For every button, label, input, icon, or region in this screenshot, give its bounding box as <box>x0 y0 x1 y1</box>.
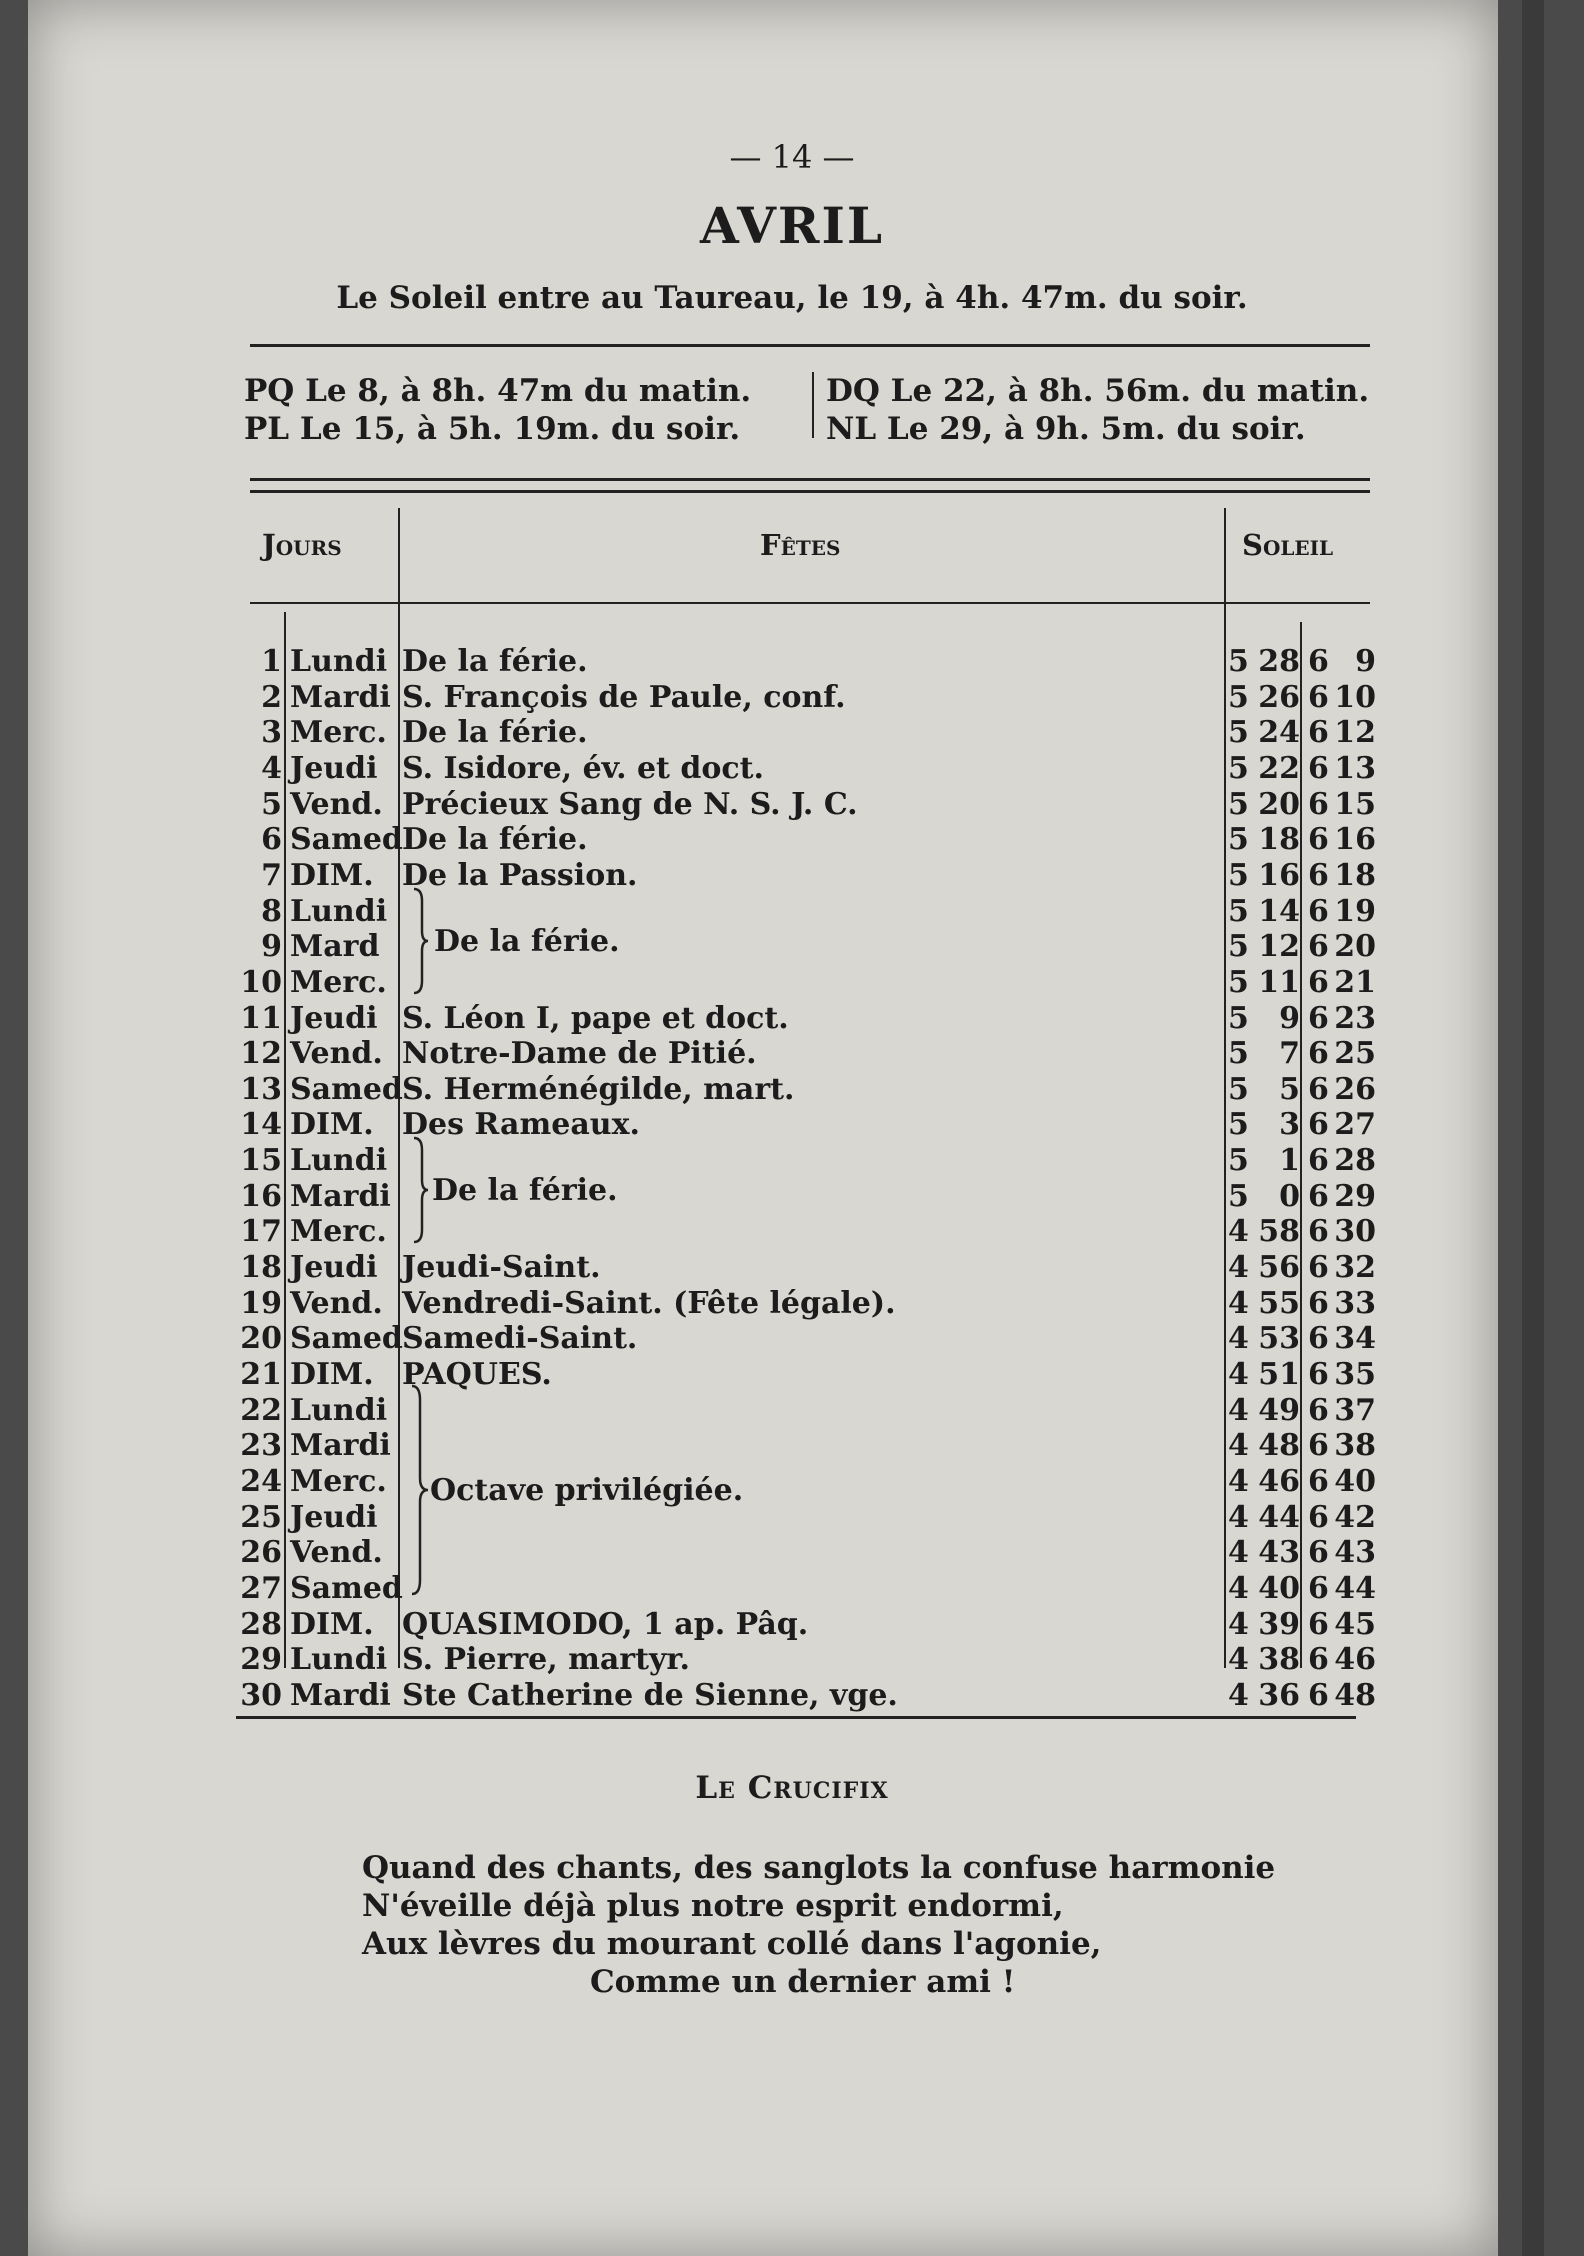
sunrise-minute: 53 <box>1258 1321 1300 1357</box>
sunset-hour: 6 <box>1308 1677 1329 1713</box>
sunrise-hour: 4 <box>1228 1606 1249 1642</box>
fete-name: QUASIMODO, 1 ap. Pâq. <box>402 1606 809 1642</box>
table-row <box>234 644 1374 679</box>
day-number: 9 <box>261 929 282 965</box>
poem-line: N'éveille déjà plus notre esprit endormi, <box>362 1888 1064 1924</box>
sunrise-hour: 4 <box>1228 1250 1249 1286</box>
sunrise-hour: 5 <box>1228 1107 1249 1143</box>
day-number: 23 <box>240 1428 282 1464</box>
sunrise-hour: 4 <box>1228 1392 1249 1428</box>
sunset-hour: 6 <box>1308 1392 1329 1428</box>
sunrise-hour: 5 <box>1228 750 1249 786</box>
table-row <box>234 787 1374 822</box>
sunset-minute: 35 <box>1334 1357 1376 1392</box>
sunrise-minute: 46 <box>1258 1463 1300 1499</box>
day-number: 16 <box>240 1178 282 1214</box>
table-row <box>234 1107 1374 1142</box>
day-name: Merc. <box>290 715 387 751</box>
sunset-minute: 10 <box>1334 679 1376 715</box>
fete-name: S. Pierre, martyr. <box>402 1642 690 1678</box>
sunset-hour: 6 <box>1308 1535 1329 1571</box>
sunset-minute: 13 <box>1334 750 1376 786</box>
rule-bottom <box>236 1716 1356 1719</box>
table-row <box>234 1179 1374 1214</box>
table-row <box>234 1571 1374 1606</box>
sunrise-hour: 5 <box>1228 1143 1249 1179</box>
sunset-minute: 44 <box>1334 1570 1376 1606</box>
sunset-minute: 32 <box>1334 1250 1376 1286</box>
day-number: 29 <box>240 1642 282 1678</box>
day-name: Lundi <box>290 893 388 929</box>
sunset-minute: 16 <box>1334 822 1376 858</box>
sunrise-minute: 18 <box>1258 822 1300 858</box>
sunset-hour: 6 <box>1308 1642 1329 1678</box>
fete-name: Ste Catherine de Sienne, vge. <box>402 1677 898 1713</box>
table-row <box>234 1357 1374 1392</box>
sunset-minute: 37 <box>1334 1392 1376 1428</box>
sunrise-hour: 5 <box>1228 964 1249 1000</box>
sunset-minute: 9 <box>1355 644 1376 679</box>
table-row <box>234 894 1374 929</box>
poem-line: Quand des chants, des sanglots la confuse harmonie <box>362 1850 1276 1886</box>
sunset-minute: 28 <box>1334 1143 1376 1179</box>
sunset-minute: 25 <box>1334 1036 1376 1072</box>
sunset-minute: 18 <box>1334 857 1376 893</box>
sunset-minute: 20 <box>1334 929 1376 965</box>
moon-phase-dq: DQ Le 22, à 8h. 56m. du matin. <box>826 373 1370 409</box>
sunrise-minute: 5 <box>1279 1071 1300 1107</box>
sunset-hour: 6 <box>1308 1357 1329 1392</box>
header-fetes: Fêtes <box>760 528 841 562</box>
day-name: Lundi <box>290 1392 388 1428</box>
day-name: Jeudi <box>290 1000 378 1036</box>
group-label: De la férie. <box>432 1173 618 1208</box>
day-number: 2 <box>261 679 282 715</box>
sunset-hour: 6 <box>1308 1178 1329 1214</box>
fete-name: S. Herménégilde, mart. <box>402 1071 795 1107</box>
poem-line: Aux lèvres du mourant collé dans l'agonie, <box>362 1926 1102 1962</box>
table-row <box>234 1143 1374 1178</box>
day-name: Mardi <box>290 1178 391 1214</box>
sunrise-minute: 3 <box>1279 1107 1300 1143</box>
day-name: Jeudi <box>290 750 378 786</box>
sunset-hour: 6 <box>1308 1250 1329 1286</box>
sunset-hour: 6 <box>1308 1107 1329 1143</box>
table-row <box>234 1500 1374 1535</box>
day-number: 15 <box>240 1143 282 1179</box>
sunset-minute: 34 <box>1334 1321 1376 1357</box>
table-row <box>234 1678 1374 1713</box>
header-jours: Jours <box>262 528 342 562</box>
day-name: Merc. <box>290 1463 387 1499</box>
day-number: 21 <box>240 1357 282 1392</box>
fete-name: Précieux Sang de N. S. J. C. <box>402 786 858 822</box>
day-number: 5 <box>261 786 282 822</box>
sunrise-minute: 14 <box>1258 893 1300 929</box>
fete-name: De la Passion. <box>402 857 638 893</box>
table-row <box>234 1072 1374 1107</box>
fete-name: De la férie. <box>402 822 588 858</box>
sunset-minute: 46 <box>1334 1642 1376 1678</box>
fete-name: Notre-Dame de Pitié. <box>402 1036 757 1072</box>
month-title: AVRIL <box>699 196 885 255</box>
fete-name: Jeudi-Saint. <box>402 1250 601 1286</box>
sunset-hour: 6 <box>1308 822 1329 858</box>
sunset-hour: 6 <box>1308 1000 1329 1036</box>
rule-double-2 <box>250 490 1370 493</box>
sunset-minute: 29 <box>1334 1178 1376 1214</box>
sunrise-hour: 5 <box>1228 715 1249 751</box>
sunset-hour: 6 <box>1308 786 1329 822</box>
sunrise-minute: 24 <box>1258 715 1300 751</box>
table-row <box>234 858 1374 893</box>
poem-title: Le Crucifix <box>695 1770 889 1806</box>
rule-top <box>250 344 1370 347</box>
sunset-minute: 26 <box>1334 1071 1376 1107</box>
sunrise-minute: 28 <box>1258 644 1300 679</box>
table-row <box>234 1393 1374 1428</box>
day-name: Mardi <box>290 1677 391 1713</box>
table-row <box>234 1642 1374 1677</box>
sunset-hour: 6 <box>1308 750 1329 786</box>
fete-name: De la férie. <box>402 715 588 751</box>
fete-name: Vendredi-Saint. (Fête légale). <box>402 1285 896 1321</box>
fete-name: S. François de Paule, conf. <box>402 679 846 715</box>
sunset-hour: 6 <box>1308 964 1329 1000</box>
sunset-hour: 6 <box>1308 1214 1329 1250</box>
day-name: DIM. <box>290 1107 374 1143</box>
sunrise-minute: 39 <box>1258 1606 1300 1642</box>
day-number: 1 <box>261 644 282 679</box>
sunrise-minute: 1 <box>1279 1143 1300 1179</box>
sunrise-hour: 4 <box>1228 1357 1249 1392</box>
sun-sign-line: Le Soleil entre au Taureau, le 19, à 4h. 47m. du soir. <box>336 280 1248 316</box>
page-number: — 14 — <box>729 138 855 176</box>
sunrise-minute: 36 <box>1258 1677 1300 1713</box>
table-row <box>234 822 1374 857</box>
sunrise-hour: 4 <box>1228 1321 1249 1357</box>
sunrise-hour: 4 <box>1228 1570 1249 1606</box>
sunset-hour: 6 <box>1308 1036 1329 1072</box>
day-name: Jeudi <box>290 1499 378 1535</box>
day-number: 4 <box>261 750 282 786</box>
sunrise-minute: 7 <box>1279 1036 1300 1072</box>
moon-phase-nl: NL Le 29, à 9h. 5m. du soir. <box>826 411 1306 447</box>
day-number: 10 <box>240 964 282 1000</box>
sunset-minute: 43 <box>1334 1535 1376 1571</box>
table-row <box>234 1428 1374 1463</box>
table-row <box>234 1214 1374 1249</box>
table-row <box>234 1036 1374 1071</box>
day-number: 27 <box>240 1570 282 1606</box>
sunrise-minute: 9 <box>1279 1000 1300 1036</box>
sunset-hour: 6 <box>1308 1143 1329 1179</box>
sunset-hour: 6 <box>1308 1570 1329 1606</box>
sunrise-hour: 4 <box>1228 1499 1249 1535</box>
sunrise-minute: 49 <box>1258 1392 1300 1428</box>
sunrise-hour: 5 <box>1228 893 1249 929</box>
table-row <box>234 965 1374 1000</box>
sunset-hour: 6 <box>1308 929 1329 965</box>
day-number: 6 <box>261 822 282 858</box>
day-name: Merc. <box>290 1214 387 1250</box>
day-number: 12 <box>240 1036 282 1072</box>
poem-line: Comme un dernier ami ! <box>590 1964 1016 2000</box>
day-name: Vend. <box>290 786 383 822</box>
moon-phase-pq: PQ Le 8, à 8h. 47m du matin. <box>244 373 752 409</box>
fete-name: Samedi-Saint. <box>402 1321 638 1357</box>
sunset-hour: 6 <box>1308 1499 1329 1535</box>
group-label: De la férie. <box>434 924 620 959</box>
sunset-minute: 33 <box>1334 1285 1376 1321</box>
day-name: DIM. <box>290 1606 374 1642</box>
sunrise-minute: 40 <box>1258 1570 1300 1606</box>
sunset-hour: 6 <box>1308 1606 1329 1642</box>
day-number: 3 <box>261 715 282 751</box>
day-number: 24 <box>240 1463 282 1499</box>
day-number: 17 <box>240 1214 282 1250</box>
sunrise-hour: 4 <box>1228 1463 1249 1499</box>
day-number: 14 <box>240 1107 282 1143</box>
sunset-minute: 30 <box>1334 1214 1376 1250</box>
day-name: Mardi <box>290 1428 391 1464</box>
day-number: 25 <box>240 1499 282 1535</box>
day-name: Samed <box>290 1321 403 1357</box>
sunrise-hour: 5 <box>1228 644 1249 679</box>
day-name: Lundi <box>290 644 388 679</box>
sunset-hour: 6 <box>1308 893 1329 929</box>
rule-double-1 <box>250 478 1370 481</box>
day-name: Merc. <box>290 964 387 1000</box>
sunrise-minute: 0 <box>1279 1178 1300 1214</box>
sunrise-minute: 16 <box>1258 857 1300 893</box>
day-number: 8 <box>261 893 282 929</box>
sunrise-minute: 58 <box>1258 1214 1300 1250</box>
table-row <box>234 1001 1374 1036</box>
day-name: Vend. <box>290 1535 383 1571</box>
day-name: Vend. <box>290 1285 383 1321</box>
day-name: Samed <box>290 1071 403 1107</box>
day-name: Samed <box>290 1570 403 1606</box>
sunset-minute: 45 <box>1334 1606 1376 1642</box>
sunrise-hour: 5 <box>1228 1000 1249 1036</box>
sunrise-hour: 5 <box>1228 679 1249 715</box>
day-name: Lundi <box>290 1642 388 1678</box>
day-number: 13 <box>240 1071 282 1107</box>
moon-divider <box>812 372 814 438</box>
sunset-minute: 42 <box>1334 1499 1376 1535</box>
table-row <box>234 929 1374 964</box>
group-label: Octave privilégiée. <box>430 1473 744 1508</box>
day-name: Lundi <box>290 1143 388 1179</box>
sunset-hour: 6 <box>1308 644 1329 679</box>
sunset-minute: 15 <box>1334 786 1376 822</box>
sunrise-hour: 4 <box>1228 1214 1249 1250</box>
sunrise-hour: 4 <box>1228 1285 1249 1321</box>
brace-icon <box>412 1136 428 1248</box>
brace-icon <box>412 887 428 999</box>
sunrise-hour: 4 <box>1228 1535 1249 1571</box>
fete-name: De la férie. <box>402 644 588 679</box>
sunrise-minute: 43 <box>1258 1535 1300 1571</box>
sunset-hour: 6 <box>1308 1428 1329 1464</box>
table-row <box>234 715 1374 750</box>
table-row <box>234 1250 1374 1285</box>
sunrise-hour: 5 <box>1228 857 1249 893</box>
day-number: 22 <box>240 1392 282 1428</box>
page-edge <box>1522 0 1544 2256</box>
sunrise-minute: 55 <box>1258 1285 1300 1321</box>
day-name: Samed <box>290 822 403 858</box>
day-name: DIM. <box>290 857 374 893</box>
sunrise-minute: 51 <box>1258 1357 1300 1392</box>
fete-name: S. Isidore, év. et doct. <box>402 750 764 786</box>
sunrise-hour: 5 <box>1228 929 1249 965</box>
sunrise-minute: 44 <box>1258 1499 1300 1535</box>
sunset-minute: 38 <box>1334 1428 1376 1464</box>
sunset-hour: 6 <box>1308 1463 1329 1499</box>
sunrise-minute: 26 <box>1258 679 1300 715</box>
rule-header <box>250 602 1370 604</box>
day-number: 19 <box>240 1285 282 1321</box>
sunset-hour: 6 <box>1308 1321 1329 1357</box>
sunrise-hour: 5 <box>1228 1178 1249 1214</box>
sunset-minute: 19 <box>1334 893 1376 929</box>
table-row <box>234 751 1374 786</box>
sunrise-hour: 4 <box>1228 1677 1249 1713</box>
fete-name: Des Rameaux. <box>402 1107 640 1143</box>
day-number: 20 <box>240 1321 282 1357</box>
sunrise-hour: 5 <box>1228 1071 1249 1107</box>
day-name: DIM. <box>290 1357 374 1392</box>
day-number: 11 <box>240 1000 282 1036</box>
sunrise-minute: 11 <box>1258 964 1300 1000</box>
table-row <box>234 1535 1374 1570</box>
day-name: Mardi <box>290 679 391 715</box>
table-row <box>234 1464 1374 1499</box>
sunset-minute: 27 <box>1334 1107 1376 1143</box>
sunrise-hour: 4 <box>1228 1428 1249 1464</box>
table-row <box>234 1607 1374 1642</box>
day-number: 28 <box>240 1606 282 1642</box>
sunrise-minute: 56 <box>1258 1250 1300 1286</box>
day-number: 30 <box>240 1677 282 1713</box>
sunset-minute: 48 <box>1334 1677 1376 1713</box>
day-number: 26 <box>240 1535 282 1571</box>
sunset-minute: 23 <box>1334 1000 1376 1036</box>
sunrise-minute: 48 <box>1258 1428 1300 1464</box>
sunset-minute: 12 <box>1334 715 1376 751</box>
day-number: 7 <box>261 857 282 893</box>
sunrise-minute: 38 <box>1258 1642 1300 1678</box>
sunset-hour: 6 <box>1308 715 1329 751</box>
day-name: Mard <box>290 929 380 965</box>
fete-name: S. Léon I, pape et doct. <box>402 1000 789 1036</box>
sunset-hour: 6 <box>1308 1071 1329 1107</box>
table-row <box>234 680 1374 715</box>
sunrise-minute: 12 <box>1258 929 1300 965</box>
sunset-hour: 6 <box>1308 857 1329 893</box>
day-name: Jeudi <box>290 1250 378 1286</box>
sunrise-minute: 20 <box>1258 786 1300 822</box>
table-row <box>234 1286 1374 1321</box>
sunset-hour: 6 <box>1308 679 1329 715</box>
table-row <box>234 1321 1374 1356</box>
sunrise-hour: 5 <box>1228 786 1249 822</box>
sunrise-hour: 5 <box>1228 822 1249 858</box>
sunset-hour: 6 <box>1308 1285 1329 1321</box>
sunrise-hour: 4 <box>1228 1642 1249 1678</box>
day-name: Vend. <box>290 1036 383 1072</box>
brace-icon <box>410 1384 428 1600</box>
moon-phase-pl: PL Le 15, à 5h. 19m. du soir. <box>244 411 741 447</box>
sunset-minute: 40 <box>1334 1463 1376 1499</box>
header-soleil: Soleil <box>1242 528 1334 562</box>
sunrise-hour: 5 <box>1228 1036 1249 1072</box>
day-number: 18 <box>240 1250 282 1286</box>
fete-name: PAQUES. <box>402 1357 552 1392</box>
sunrise-minute: 22 <box>1258 750 1300 786</box>
sunset-minute: 21 <box>1334 964 1376 1000</box>
